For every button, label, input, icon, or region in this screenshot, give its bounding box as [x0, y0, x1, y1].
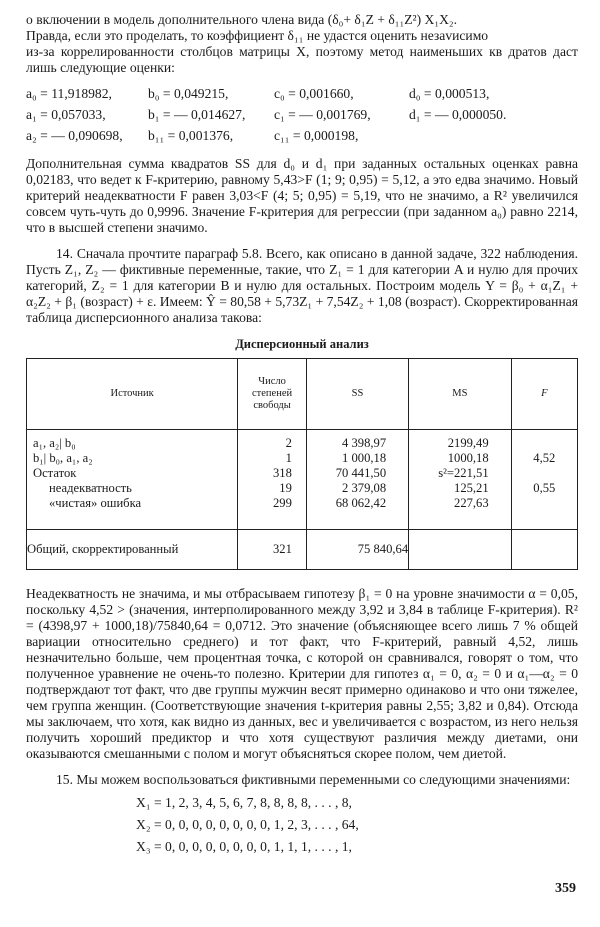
list-x3: X₃ = 0, 0, 0, 0, 0, 0, 0, 0, 1, 1, 1, . . . , 1, — [136, 839, 352, 854]
table-caption: Дисперсионный анализ — [235, 337, 369, 351]
paragraph-15: 15. Мы можем воспользоваться фиктивными переменными со следующими значениями: — [56, 772, 571, 787]
df-residual: 318 — [272, 466, 292, 480]
page-number: 359 — [555, 881, 576, 896]
header-df: Число степеней свободы — [238, 359, 307, 430]
f-residual — [513, 466, 576, 481]
coef-d1: d₁ = — 0,000050. — [409, 107, 507, 122]
coef-b11: b₁₁ = 0,001376, — [148, 128, 234, 143]
coef-empty — [409, 128, 539, 144]
total-label: Общий, скорректированный — [27, 530, 238, 570]
coef-c1: c₁ = — 0,001769, — [274, 107, 371, 122]
page — [26, 12, 578, 858]
header-source: Источник — [27, 359, 238, 430]
coef-b0: b₀ = 0,049215, — [148, 86, 229, 101]
ms-a: 2199,49 — [447, 436, 489, 450]
table-total-row — [27, 530, 578, 570]
df-pure-error: 299 — [272, 496, 292, 510]
ss-a: 4 398,97 — [342, 436, 387, 450]
f-a — [513, 436, 576, 451]
coefficients — [26, 86, 578, 144]
coef-a0: a₀ = 11,918982, — [26, 86, 112, 101]
anova-table — [26, 358, 578, 570]
dummy-variables — [136, 792, 578, 858]
ms-residual: s²=221,51 — [438, 466, 489, 480]
coef-d0: d₀ = 0,000513, — [409, 86, 490, 101]
header-ss: SS — [306, 359, 408, 430]
list-x1: X₁ = 1, 2, 3, 4, 5, 6, 7, 8, 8, 8, 8, . . . , 8, — [136, 795, 352, 810]
df-a: 2 — [285, 436, 292, 450]
ms-lack-of-fit: 125,21 — [454, 481, 489, 495]
ss-residual: 70 441,50 — [335, 466, 387, 480]
df-lack-of-fit: 19 — [279, 481, 292, 495]
coef-a2: a₂ = — 0,090698, — [26, 128, 123, 143]
source-pure-error: «чистая» ошибка — [49, 496, 142, 510]
coef-b1: b₁ = — 0,014627, — [148, 107, 246, 122]
total-df: 321 — [238, 530, 307, 570]
ss-b: 1 000,18 — [342, 451, 387, 465]
intro-line-3: из-за коррелированности столбцов матрицы X, поэтому метод наименьших кв дратов даст лишь следующие оценки: — [26, 44, 578, 75]
df-b: 1 — [285, 451, 292, 465]
f-pure-error — [513, 496, 576, 511]
paragraph-14: 14. Сначала прочтите параграф 5.8. Всего, как описано в данной задаче, 322 наблюдения. Пусть Z₁, Z₂ — фиктивные переменные, такие, что Z₁ = 1 для категории A и нулю для прочих категорий, Z₂ = 1 для категории B и нулю для остальных. Построим модель Y = β₀ + α₁Z₁ + α₂Z₂ + β₁ (возраст) + ε. Имеем: Ŷ = 80,58 + 5,73Z₁ + 7,54Z₂ + 1,08 (возраст). Скорректированная таблица дисперсионного анализа такова: — [26, 246, 579, 325]
intro-line-2: Правда, если это проделать, то коэффициент δ₁₁ не удастся оценить незavисимо — [26, 28, 489, 43]
ms-b: 1000,18 — [447, 451, 489, 465]
source-a: a₁, a₂| b₀ — [33, 436, 76, 450]
coef-c0: c₀ = 0,001660, — [274, 86, 354, 101]
list-x2: X₂ = 0, 0, 0, 0, 0, 0, 0, 0, 1, 2, 3, . . . , 64, — [136, 817, 359, 832]
table-body — [27, 430, 578, 530]
ss-lack-of-fit: 2 379,08 — [342, 481, 387, 495]
coef-a1: a₁ = 0,057033, — [26, 107, 106, 122]
source-lack-of-fit: неадекватность — [49, 481, 132, 495]
paragraph-ss: Дополнительная сумма квадратов SS для d₀ и d₁ при заданных остальных оценках равна 0,02183, что ведет к F-критерию, равному 5,43>F (1; 9; 0,95) = 5,12, а это едва значимо. Новый критерий неадекватности F равен 3,03<F (4; 5; 0,95) = 5,19, что не значимо, а R² увеличился совсем чуть-чуть до 0,9996. Значение F-критерия для регрессии (при заданном a₀) равно 2214, что в высшей степени значимо. — [26, 156, 578, 235]
intro-line-1: о включении в модель дополнительного члена вида (δ₀+ δ₁Z + δ₁₁Z²) X₁X₂. — [26, 12, 458, 27]
header-ms: MS — [409, 359, 512, 430]
coef-c11: c₁₁ = 0,000198, — [274, 128, 359, 143]
source-residual: Остаток — [33, 466, 77, 480]
source-b: b₁| b₀, a₁, a₂ — [33, 451, 93, 465]
ms-pure-error: 227,63 — [454, 496, 489, 510]
f-lack-of-fit: 0,55 — [533, 481, 556, 495]
total-ms — [409, 530, 512, 570]
total-ss: 75 840,64 — [306, 530, 408, 570]
ss-pure-error: 68 062,42 — [335, 496, 387, 510]
total-f — [511, 530, 577, 570]
f-b: 4,52 — [533, 451, 556, 465]
header-f: F — [511, 359, 577, 430]
paragraph-conclusion: Неадекватность не значима, и мы отбрасываем гипотезу β₁ = 0 на уровне значимости α = 0,05, поскольку 4,52 > (значения, интерполированного между 3,92 и 3,84 в таблице F-критерия). R² = (4398,97 + 1000,18)/75840,64 = 0,0712. Это значение (объясняющее всего лишь 7 % общей вариации относительно среднего) и тот факт, что F-критерий, равный 4,52, лишь незначительно больше, чем процентная точка, с которой он сравнивался, говорят о том, что полученное уравнение не очень-то полезно. Критерии для гипотез α₁ = 0, α₂ = 0 и α₁—α₂ = 0 подтверждают тот факт, что две группы мужчин весят примерно одинаково и что они тяжелее, чем группа женщин. (Соответствующие значения t-критерия равны 2,55; 3,82 и 0,84). Отсюда мы заключаем, что хотя, как видно из данных, вес и увеличивается с возрастом, из него нельзя получить хороший предиктор и что хотя существуют различия между диетами, они оказываются смешанными с полом и могут объясняться скорее полом, чем диетой. — [26, 586, 578, 761]
